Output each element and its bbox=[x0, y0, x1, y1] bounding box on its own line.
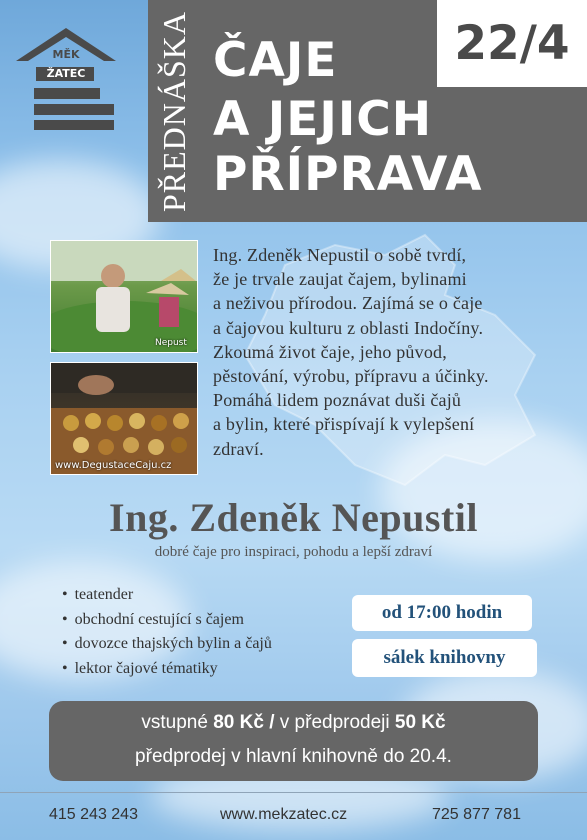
speaker-name: Ing. Zdeněk Nepustil bbox=[109, 495, 478, 540]
bio-line: zdraví. bbox=[213, 438, 264, 459]
footer-phone-2: 725 877 781 bbox=[432, 806, 521, 823]
lecture-label bbox=[148, 0, 202, 222]
bio-line: Ing. Zdeněk Nepustil o sobě tvrdí, bbox=[213, 245, 467, 265]
entry-price: 80 Kč / bbox=[213, 712, 275, 733]
speaker-roles bbox=[62, 583, 272, 681]
presale-label: v předprodeji bbox=[279, 712, 390, 733]
logo-text-zatec: ŽATEC bbox=[46, 67, 86, 80]
price-line bbox=[49, 712, 538, 734]
bio-line: a neživou přírodou. Zajímá se o čaje bbox=[213, 293, 483, 314]
photo-tea-plantation bbox=[50, 240, 198, 353]
title-line-2: A JEJICH bbox=[213, 92, 433, 147]
event-place-text: sálek knihovny bbox=[383, 647, 506, 668]
bio-line: Zkoumá život čaje, jeho původ, bbox=[213, 341, 447, 362]
event-place bbox=[352, 639, 537, 677]
speaker-tagline: dobré čaje pro inspiraci, pohodu a lepší zdraví bbox=[154, 544, 433, 560]
title-line-3: PŘÍPRAVA bbox=[213, 147, 483, 202]
event-time-text: od 17:00 hodin bbox=[381, 602, 503, 623]
bio-line: a čajovou kulturu z oblasti Indočíny. bbox=[213, 317, 484, 338]
footer-website[interactable]: www.mekzatec.cz bbox=[220, 806, 348, 823]
list-item: • obchodní cestující s čajem bbox=[62, 608, 272, 633]
bio-line: Pomáhá lidem poznávat duši čajů bbox=[213, 390, 462, 411]
list-item: • dovozce thajských bylin a čajů bbox=[62, 632, 272, 657]
event-time bbox=[352, 595, 532, 631]
bio-line: a bylin, které přispívají k vylepšení bbox=[213, 414, 475, 435]
library-logo bbox=[12, 28, 120, 130]
footer-phone-1: 415 243 243 bbox=[49, 806, 138, 823]
date-box bbox=[437, 0, 587, 87]
title-line-1: ČAJE bbox=[213, 33, 338, 88]
lecture-label-text: PŘEDNÁŠKA bbox=[156, 10, 193, 212]
bio-line: pěstování, výrobu, přípravu a účinky. bbox=[213, 366, 489, 387]
list-item: • lektor čajové tématiky bbox=[62, 657, 272, 682]
presale-price: 50 Kč bbox=[394, 712, 446, 733]
speaker-bio bbox=[213, 243, 563, 461]
photo2-watermark: www.DegustaceCaju.cz bbox=[55, 460, 172, 471]
footer-divider bbox=[0, 792, 587, 793]
list-item: • teatender bbox=[62, 583, 272, 608]
photo1-watermark: Nepust bbox=[155, 338, 187, 348]
price-box bbox=[49, 701, 538, 781]
logo-text-mek: MĚK bbox=[52, 48, 80, 61]
bio-line: že je trvale zaujat čajem, bylinami bbox=[213, 269, 467, 290]
entry-label: vstupné bbox=[141, 712, 208, 733]
photo-tea-tasting bbox=[50, 362, 198, 475]
event-date: 22/4 bbox=[454, 16, 570, 71]
presale-note: předprodej v hlavní knihovně do 20.4. bbox=[135, 746, 452, 767]
